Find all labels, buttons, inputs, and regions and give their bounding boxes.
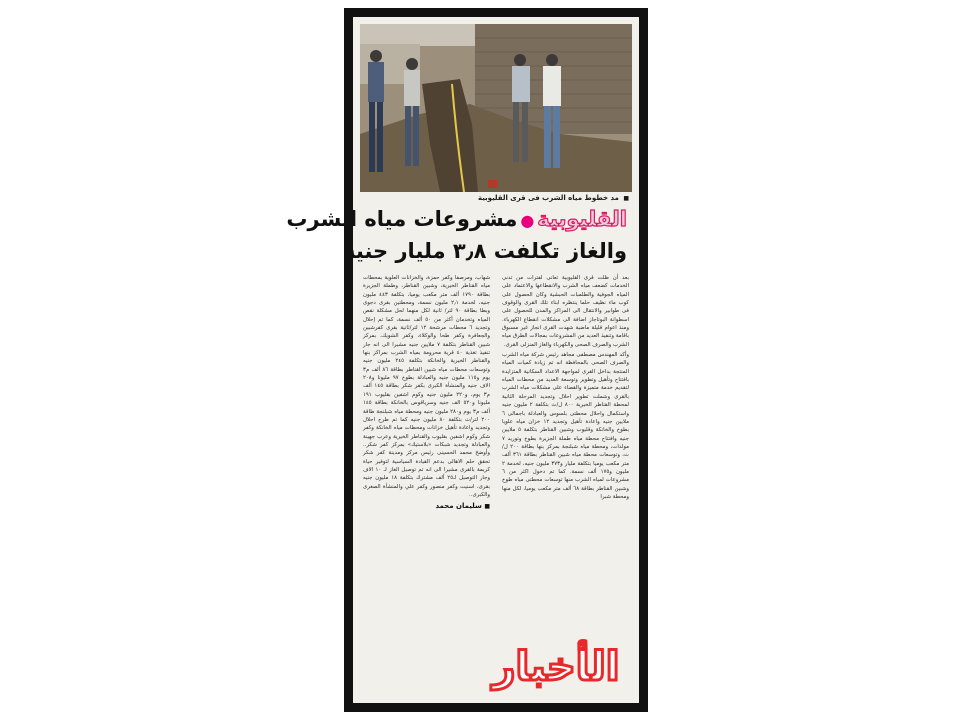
article-column-left (363, 274, 490, 644)
article-body (363, 274, 629, 644)
article-column-right (502, 274, 629, 644)
scan-frame (286, 8, 648, 712)
headline-line-2: والغاز تكلفت ٣٫٨ مليار جنيه (343, 239, 627, 263)
newspaper-logo (481, 639, 631, 695)
headline-kicker: القليوبية (537, 207, 627, 231)
photo-caption-text: مد خطوط مياه الشرب فى قرى القليوبية (477, 194, 619, 202)
kicker-separator-icon: ● (520, 211, 535, 230)
byline-name: سليمان محمد (435, 502, 482, 511)
headline-line-1 (286, 204, 627, 236)
paragraph: شهاب، ومرصفا وكفر حمزة، والخزانات العلوية بمحطات مياه القناطر الخيرية، وشبين القناطر، وطملة الجزيرة بطاقة ١٧٩٠ ألف متر مكعب يوميا، بتكلفة ٤٤٣ مليون جنيه، لخدمة ٢٫١ مليون نسمة، ومحطتين بقرى دجوى وبطا بطاقة ٩٠ لتر/ ثانية لكل منهما لحل مشكلة نقص المياه وتخدمان أكثر من ٥٠ ألف نسمة، كما تم إحلال وتجديد ٦ محطات مرشحة ١٢ لتر/ثانية بقرى كفرشبين والجعافرة وكفر طحا والوكلاء، وكفر الشويك، بمركز شبين القناطر بتكلفة ٧ ملايين جنيه مشيرا الى انه جار تنفيذ تغذية ٤٠ قرية محرومة بمياه الشرب بمراكز بنها والقناطر الخيرية والخانكة بتكلفة ٢٤٥ مليون جنيه وتوسعات محطات مياه شبين القناطر بطاقة ٨٦ ألف م٣ يوم و١١٥ مليون جنيه والعبادلة بطوخ ٩٧ مليونا و٢٠٨ الاف جنيه والمنشأة الكبرى بكفر شكر بطاقة ١٤٥ ألف م٣ يوم، و٢٢٠ مليون جنيه وكوم اشفين بقليوب ١٩١ مليونا و٥٢٠ الف جنيه وسرياقوس بالخانكة بطاقة ١٤٥ ألف م٣ يوم و٢٨٠ مليون جنيه ومحطة مياه شبلنجة طاقة ٢٠٠ لتر/ث بتكلفة ٨٠ مليون جنيه كما تم طرح احلال وتجديد واعادة تأهيل خزانات ومحطات مياه الخانكة وكفر شكر وكوم اشفين بقليوب والقناطر الخيرية وعرب جهينة والعبادلة وتجديد شبكات «بلاستيك» بمركز كفر شكر.. وأوضح محمد الحسينى رئيس مركز ومدينة كفر شكر تحقق حلم الاهالى بدعم القيادة السياسية لتوفير حياة كريمة بالقرى مشيرا الى انه تم توصيل الغاز لـ ١٠ الاف وجار التوصيل لـ٢٥ ألف مشترك بتكلفة ١٨ مليون جنيه بقرى، اسنيت وكفر منصور وكفر علي والمنشأة الصغرى والكبرى.. (363, 275, 491, 498)
paragraph: وأكد المهندس مصطفى مجاهد رئيس شركة مياه الشرب والصرف الصحى بالمحافظة انه تم زيادة كميات المياه المنتجة بداخل القرى لمواجهة الاعداد السكانية المتزايدة بافتتاح وتأهيل وتطوير وتوسعة العديد من محطات المياه لتقديم خدمة متميزة والقضاء على مشكلات مياه الشرب بالقرى وشملت تطوير احلال وتجديد المرحلة الثانية لمحطة القناطر الخيرية ٨٠٠ ل/ث بتكلفة ٢ مليون جنيه واستكمال واحلال محطتى بلسوس والعبادلة باجمالى ٦ ملايين جنيه واعادة تأهيل وتجديد ١٢ خزان مياه علويا بطوخ والخانكة وقليوب وشبين القناطر بتكلفة ٥ ملايين جنيه وافتتاح محطة مياه طملة الجزيرة بطوخ وتوريد ٧ مولدات، ومحطة مياه شبلنجة بمركز بنها بطاقة ٢٠٠ ل/ث، وتوسعات محطة مياه شبين القناطر بطاقة ٣٦١ ألف متر مكعب يوميا بتكلفة مليار و٣٧٣ مليون جنيه، لخدمة ٢ مليون و١٧٥ ألف نسمة. كما تم دخول اكثر من ٦ مشروعات لمياه الشرب منها توسعات محطتى مياه طوخ وشبين القناطر بطاقة ٦٨ ألف متر مكعب يوميا، لكل منها ومحطة شبرا (502, 352, 629, 500)
photo-caption (363, 194, 629, 202)
article-photo (360, 24, 632, 192)
byline (363, 501, 490, 512)
caption-bullet-icon: ■ (623, 195, 629, 202)
article-headline (286, 204, 627, 266)
headline-line-1-text: مشروعات مياه الشرب (286, 207, 518, 231)
logo-wordmark: الأخبار (492, 644, 620, 690)
paragraph: بعد أن ظلت قرى القليوبية تعانى لفترات من تدنى الخدمات كضعف مياه الشرب والانقطاعها والاعتماد على المياه الجوفية والطلمبات الحبشية وكان الحصول على كوب ماء نظيف حلما ينتظره ابناء تلك القرى والوقوف فى طوابير والانتقال الى المراكز والمدن للحصول على اسطوانة البوتاجاز اضافة الى مشكلات انقطاع الكهرباء. ومنذ اعوام قليلة ماضية شهدت القرى انجاز غير مسبوق باقامة وتنفيذ العديد من المشروعات بمجالات الطرق مياه الشرب والصرف الصحى والكهرباء والغاز المنزلى القرى. (502, 275, 629, 348)
photo-illustration (360, 24, 632, 192)
newspaper-clipping (286, 17, 639, 703)
byline-bullet-icon: ■ (484, 503, 490, 511)
